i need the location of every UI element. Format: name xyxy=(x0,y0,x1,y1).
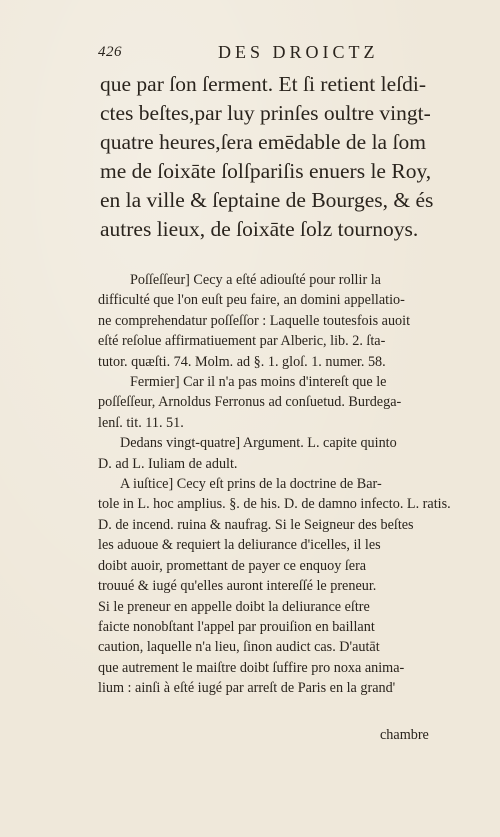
text-line: ctes beſtes,par luy prinſes oultre vingt- xyxy=(100,101,431,125)
main-text xyxy=(100,70,440,244)
note-line: tole in L. hoc amplius. §. de his. D. de damno infecto. L. ratis. xyxy=(98,496,451,513)
note-line: faicte nonobſtant l'appel par prouiſion en baillant xyxy=(98,618,375,635)
text-line: autres lieux, de ſoixāte ſolz tournoys. xyxy=(100,217,419,241)
note-line: eſté reſolue affirmatiuement par Alberic, lib. 2. ſta- xyxy=(98,333,386,350)
note-line: lenſ. tit. 11. 51. xyxy=(98,414,184,431)
note-line: poſſeſſeur, Arnoldus Ferronus ad conſuetud. Burdega- xyxy=(98,394,402,411)
note-line: lium : ainſi à eſté iugé par arreſt de Paris en la grand' xyxy=(98,680,396,697)
note-line: tutor. quæſti. 74. Molm. ad §. 1. gloſ. 1. numer. 58. xyxy=(98,353,386,370)
page-number: 426 xyxy=(98,44,122,60)
note-line: A iuſtice] Cecy eſt prins de la doctrine de Bar- xyxy=(120,476,382,493)
page-header xyxy=(98,44,428,68)
note-line: doibt auoir, promettant de payer ce enquoy ſera xyxy=(98,557,367,574)
running-head: DES DROICTZ xyxy=(218,42,379,62)
note-line: trouué & iugé qu'elles auront intereſſé le preneur. xyxy=(98,578,377,595)
note-line: ne comprehendatur poſſeſſor : Laquelle toutesfois auoit xyxy=(98,312,411,329)
commentary-notes xyxy=(98,270,451,699)
note-line: difficulté que l'on euſt peu faire, an domini appellatio- xyxy=(98,292,405,309)
text-line: que par ſon ſerment. Et ſi retient leſdi- xyxy=(100,72,426,96)
note-line: Dedans vingt-quatre] Argument. L. capite quinto xyxy=(120,435,397,452)
note-line: les aduoue & requiert la deliurance d'icelles, il les xyxy=(98,537,381,554)
text-line: me de ſoixāte ſolſpariſis enuers le Roy, xyxy=(100,159,432,183)
text-line: quatre heures,ſera emēdable de la ſom xyxy=(100,130,426,154)
note-line: Si le preneur en appelle doibt la deliurance eſtre xyxy=(98,598,370,615)
catchword: chambre xyxy=(380,727,429,743)
note-line: caution, laquelle n'a lieu, ſinon audict cas. D'autāt xyxy=(98,639,380,656)
note-line: Poſſeſſeur] Cecy a eſté adiouſté pour rollir la xyxy=(130,272,381,288)
text-line: en la ville & ſeptaine de Bourges, & és xyxy=(100,188,434,212)
note-line: que autrement le maiſtre doibt ſuffire pro noxa anima- xyxy=(98,659,405,676)
note-line: Fermier] Car il n'a pas moins d'intereſt que le xyxy=(130,374,387,391)
note-line: D. de incend. ruina & naufrag. Si le Seigneur des beſtes xyxy=(98,516,414,533)
note-line: D. ad L. Iuliam de adult. xyxy=(98,455,238,472)
